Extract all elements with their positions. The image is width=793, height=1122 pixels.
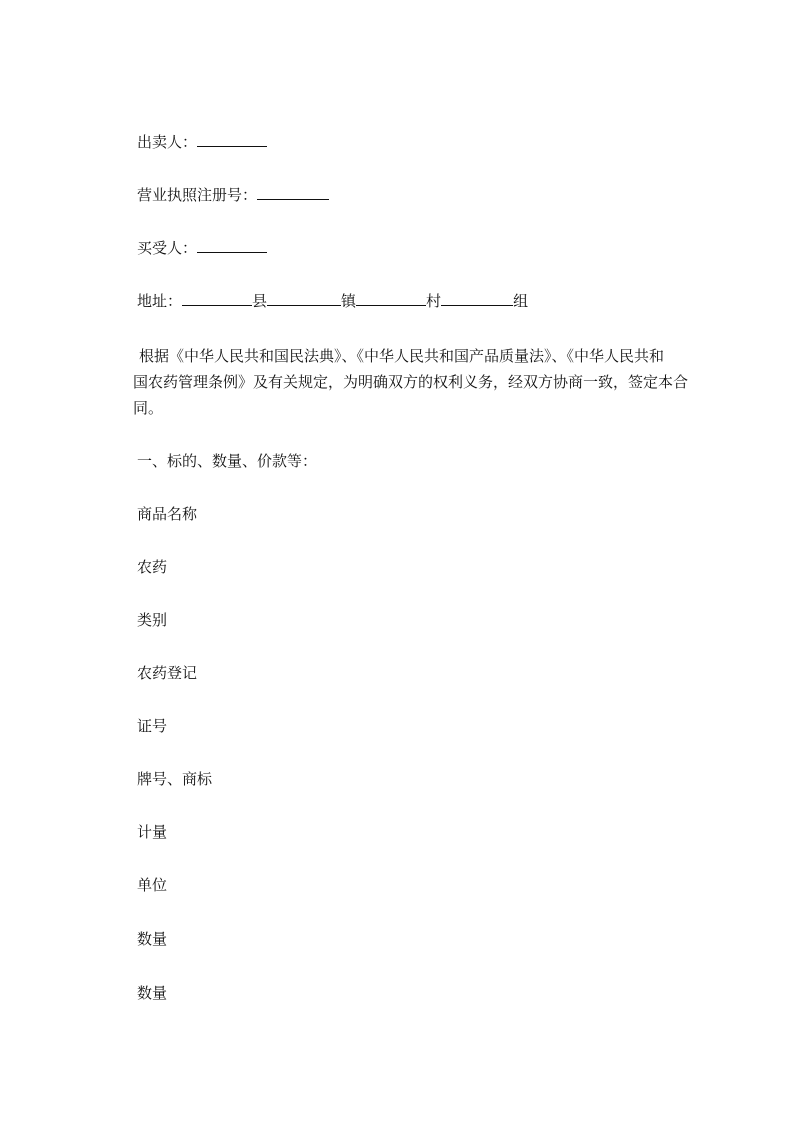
license-label: 营业执照注册号：: [137, 186, 258, 204]
address-line: [137, 291, 528, 311]
buyer-line: [137, 238, 267, 258]
address-label: 地址：: [137, 292, 183, 310]
item-pesticide: 农药: [137, 558, 168, 576]
town-blank: [267, 291, 341, 306]
village-label: 村: [426, 292, 442, 310]
county-blank: [182, 291, 252, 306]
preamble-line-2: 国农药管理条例》及有关规定，为明确双方的权利义务，经双方协商一致，签定本合: [133, 373, 689, 391]
buyer-blank: [197, 238, 267, 253]
item-category: 类别: [137, 611, 168, 629]
seller-line: [137, 132, 267, 152]
item-unit: 单位: [137, 876, 168, 894]
seller-label: 出卖人：: [137, 133, 198, 151]
county-label: 县: [252, 292, 268, 310]
section-1-heading: 一、标的、数量、价款等：: [137, 452, 318, 470]
town-label: 镇: [341, 292, 357, 310]
group-blank: [441, 291, 513, 306]
item-quantity-1: 数量: [137, 930, 168, 948]
seller-blank: [197, 132, 267, 147]
item-certificate-no: 证号: [137, 717, 168, 735]
item-quantity-2: 数量: [137, 984, 168, 1002]
preamble-paragraph: [131, 343, 711, 421]
license-blank: [257, 185, 329, 200]
group-label: 组: [513, 292, 529, 310]
license-line: [137, 185, 329, 205]
preamble-line-1: 根据《中华人民共和国民法典》、《中华人民共和国产品质量法》、《中华人民共和: [139, 347, 665, 365]
item-brand-trademark: 牌号、商标: [137, 770, 213, 788]
buyer-label: 买受人：: [137, 239, 198, 257]
item-registration: 农药登记: [137, 664, 198, 682]
item-product-name: 商品名称: [137, 505, 198, 523]
item-measurement: 计量: [137, 823, 168, 841]
preamble-line-3: 同。: [133, 399, 164, 417]
village-blank: [356, 291, 426, 306]
